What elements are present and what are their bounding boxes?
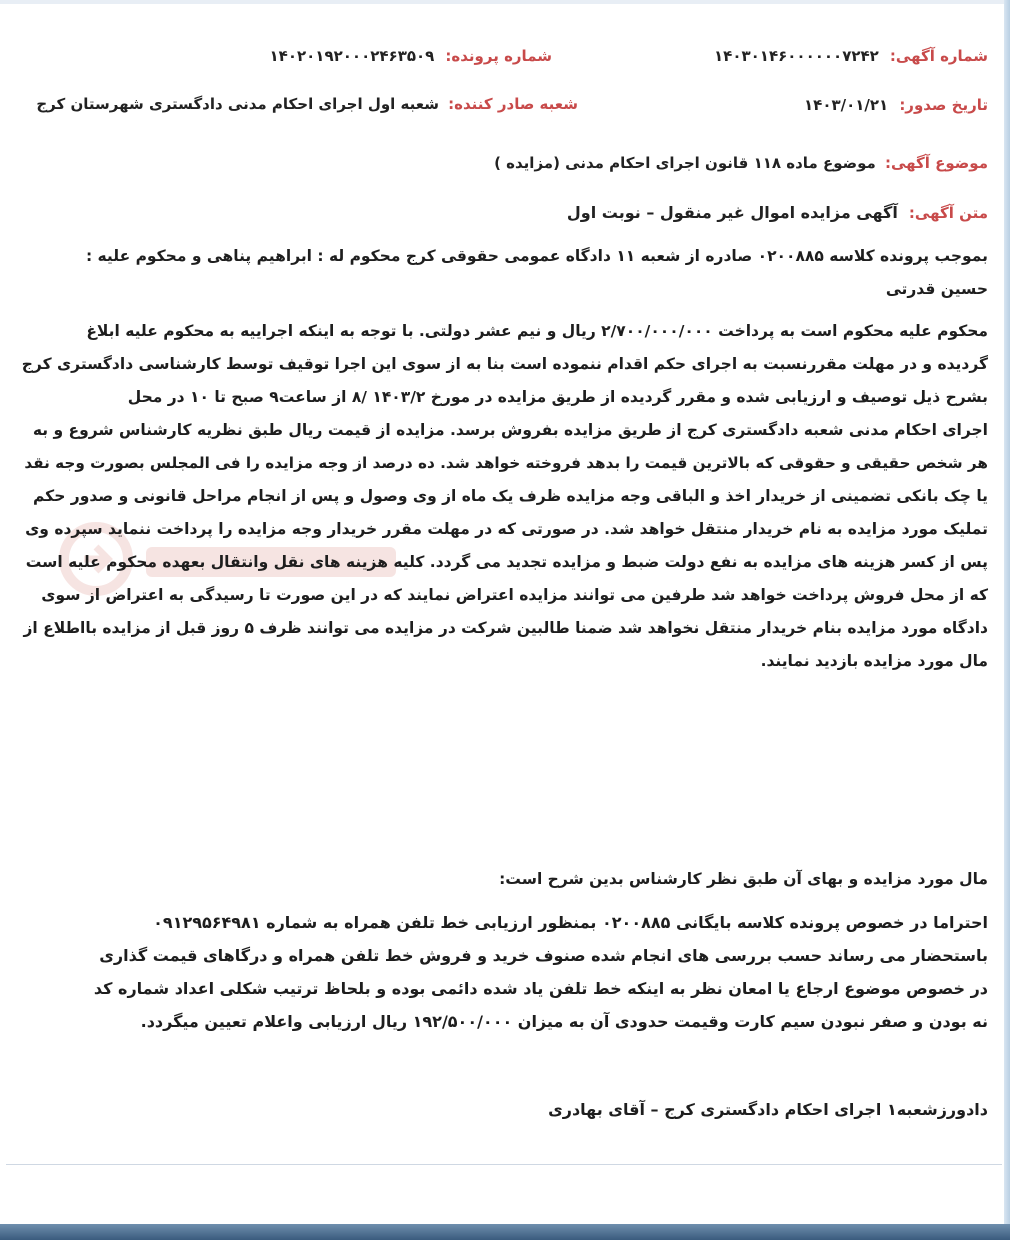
main-line: بشرح ذیل توصیف و ارزیابی شده و مقرر گردیده از طریق مزایده در مورخ ۱۴۰۳/۲ /۸ از ساعت۹ صبح تا ۱۰ در محل bbox=[127, 388, 988, 406]
subject-row bbox=[494, 154, 988, 172]
main-line: دادگاه مورد مزایده بنام خریدار منتقل نخواهد شد ضمنا طالبین شرکت در مزایده می توانند ظرف ۵ روز قبل از مزایده بااطلاع از bbox=[23, 619, 988, 637]
main-line: گردیده و در مهلت مقررنسبت به اجرای حکم اقدام ننموده است بنا به از سوی این اجرا توقیف توسط کارشناسی دادگستری کرج bbox=[21, 355, 988, 373]
notice-text-label: متن آگهی: bbox=[908, 204, 988, 222]
issue-date-label: تاریخ صدور: bbox=[899, 96, 988, 114]
notice-number-value: ۱۴۰۳۰۱۴۶۰۰۰۰۰۰۷۲۴۲ bbox=[714, 47, 879, 65]
window-right-edge bbox=[1004, 0, 1010, 1240]
issue-date-row bbox=[804, 95, 988, 114]
signature: دادورزشعبه۱ اجرای احکام دادگستری کرج – آقای بهادری bbox=[548, 1100, 988, 1119]
window-bottom-bar bbox=[0, 1224, 1010, 1240]
property-line: نه بودن و صفر نبودن سیم کارت وقیمت حدودی آن به میزان ۱۹۲/۵۰۰/۰۰۰ ریال ارزیابی واعلام تعیین میگردد. bbox=[140, 1012, 988, 1031]
property-heading: مال مورد مزایده و بهای آن طبق نظر کارشناس بدین شرح است: bbox=[499, 870, 988, 888]
notice-number-label: شماره آگهی: bbox=[889, 47, 988, 65]
case-number-row bbox=[270, 46, 552, 65]
main-line: تملیک مورد مزایده به نام خریدار منتقل خواهد شد. در صورتی که در مهلت مقرر خریدار وجه مزایده را پرداخت ننماید سپرده وی bbox=[25, 520, 988, 538]
notice-document bbox=[6, 4, 1002, 1165]
issue-date-value: ۱۴۰۳/۰۱/۲۱ bbox=[804, 96, 889, 114]
main-line: پس از کسر هزینه های مزایده به نفع دولت ضبط و مزایده تجدید می گردد. کلیه هزینه های نقل وانتقال بعهده محکوم علیه است bbox=[25, 553, 988, 571]
issuing-branch-label: شعبه صادر کننده: bbox=[448, 95, 578, 113]
main-line: هر شخص حقیقی و حقوقی که بالاترین قیمت را بدهد فروخته خواهد شد. ده درصد از وجه مزایده را فی المجلس بصورت وجه نقد bbox=[24, 454, 988, 472]
issuing-branch-value: شعبه اول اجرای احکام مدنی دادگستری شهرستان کرج bbox=[36, 95, 439, 113]
intro-line-1: بموجب پرونده کلاسه ۰۲۰۰۸۸۵ صادره از شعبه ۱۱ دادگاه عمومی حقوقی کرج محکوم له : ابراهیم پناهی و محکوم علیه : bbox=[85, 247, 988, 265]
main-line: یا چک بانکی تضمینی از خریدار اخذ و الباقی وجه مزایده ظرف یک ماه از وی وصول و پس از انجام مراحل قانونی و صدور حکم bbox=[33, 487, 988, 505]
intro-line-2: حسین قدرتی bbox=[885, 280, 988, 298]
subject-label: موضوع آگهی: bbox=[884, 154, 988, 172]
case-number-value: ۱۴۰۲۰۱۹۲۰۰۰۲۴۶۳۵۰۹ bbox=[269, 47, 435, 65]
subject-value: موضوع ماده ۱۱۸ قانون اجرای احکام مدنی (مزایده ) bbox=[494, 154, 876, 172]
main-line: اجرای احکام مدنی شعبه دادگستری کرج از طریق مزایده بفروش برسد. مزایده از قیمت ریال طبق نظریه کارشناس شروع و به bbox=[32, 421, 988, 439]
main-line: محکوم علیه محکوم است به پرداخت ۲/۷۰۰/۰۰۰/۰۰۰ ریال و نیم عشر دولتی. با توجه به اینکه اجراییه به محکوم علیه ابلاغ bbox=[86, 322, 988, 340]
notice-text-value: آگهی مزایده اموال غیر منقول – نوبت اول bbox=[566, 203, 898, 222]
main-line: مال مورد مزایده بازدید نمایند. bbox=[760, 652, 988, 670]
notice-text-row bbox=[567, 203, 988, 222]
property-line: در خصوص موضوع ارجاع یا امعان نظر به اینکه خط تلفن یاد شده دائمی بوده و بلحاظ ترتیب شکلی اعداد شماره کد bbox=[93, 979, 988, 998]
main-line: که از محل فروش پرداخت خواهد شد طرفین می توانند مزایده اعتراض نمایند که در این صورت تا رسیدگی به اعتراض از سوی bbox=[41, 586, 988, 604]
case-number-label: شماره پرونده: bbox=[445, 47, 552, 65]
property-line: باستحضار می رساند حسب بررسی های انجام شده صنوف خرید و فروش خط تلفن همراه و درگاهای قیمت گذاری bbox=[99, 946, 988, 965]
issuing-branch-row bbox=[36, 95, 578, 113]
notice-number-row bbox=[714, 46, 988, 65]
property-line: احتراما در خصوص پرونده کلاسه بایگانی ۰۲۰۰۸۸۵ بمنظور ارزیابی خط تلفن همراه به شماره ۰۹۱۲۹۵۶۴۹۸۱ bbox=[153, 913, 988, 932]
